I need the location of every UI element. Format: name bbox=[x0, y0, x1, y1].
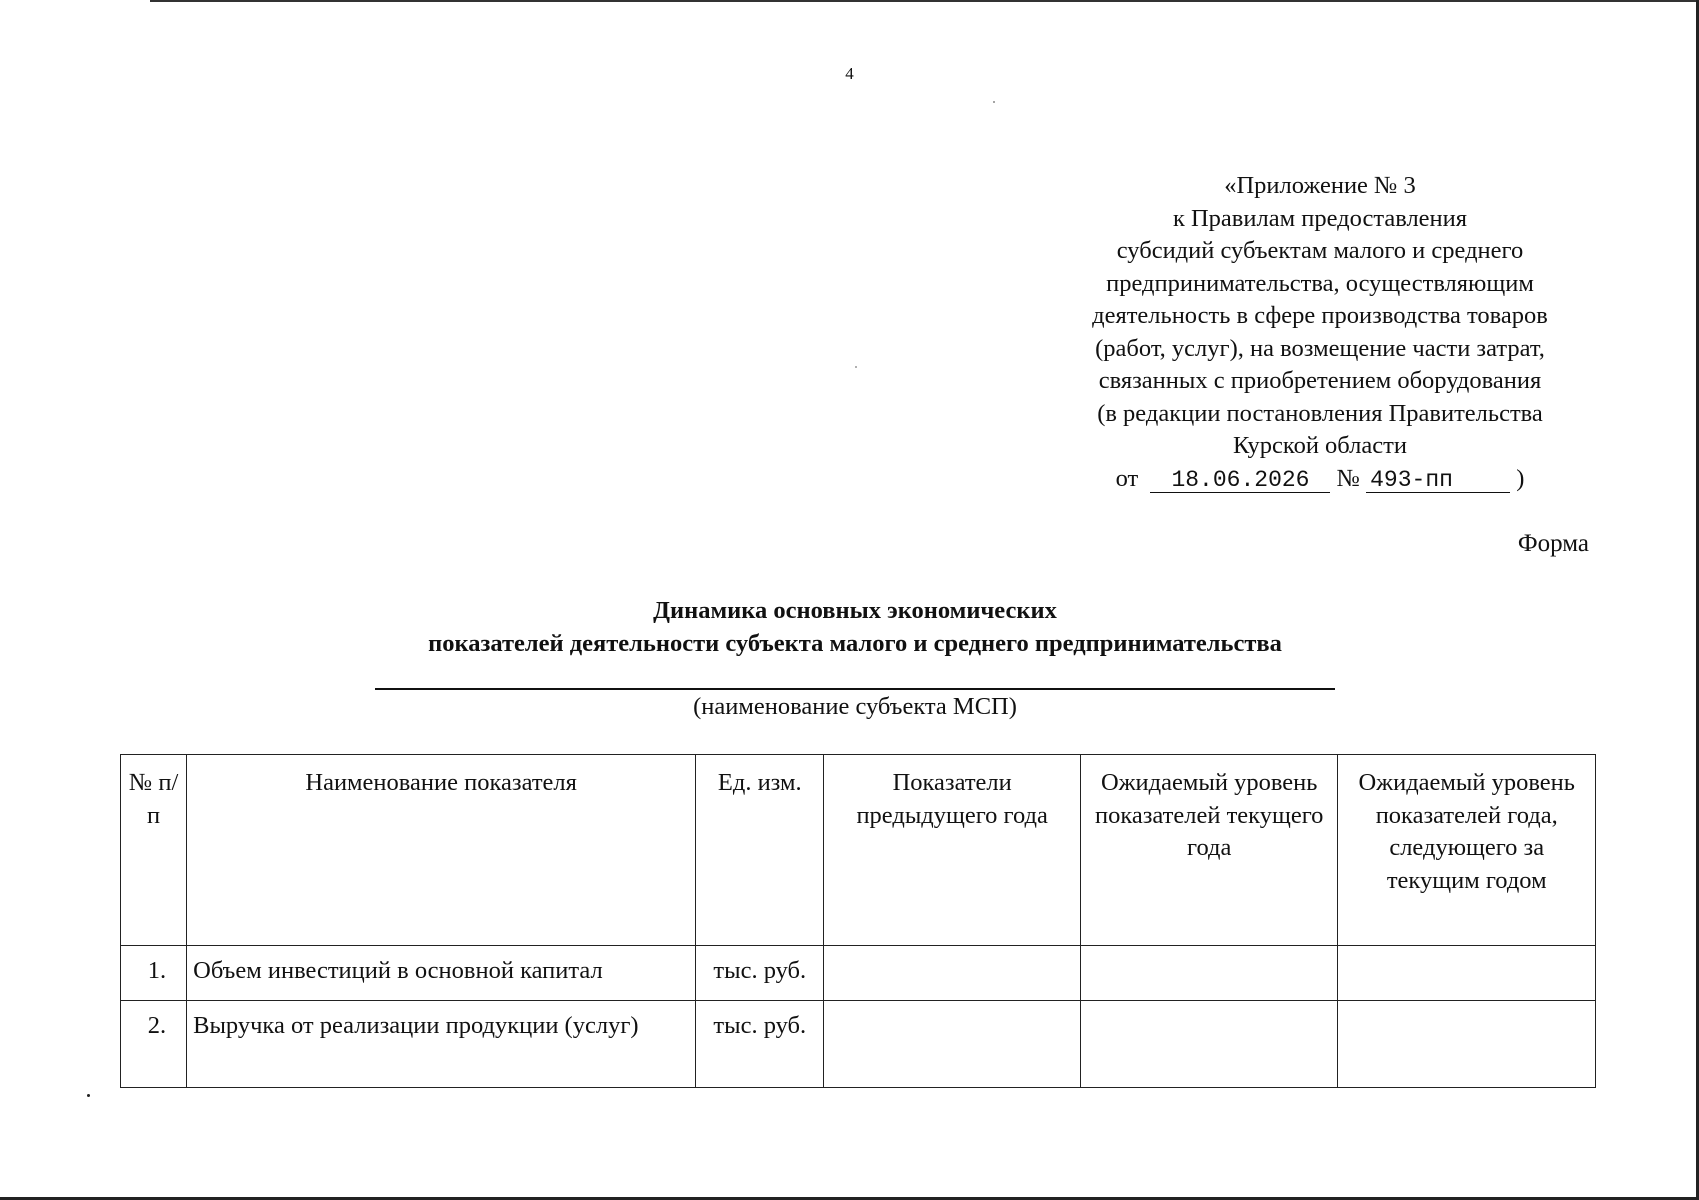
scan-speck bbox=[855, 366, 857, 368]
header-next-year: Ожидаемый уровень показателей года, следующего за текущим годом bbox=[1338, 755, 1596, 946]
row-indicator-name: Выручка от реализации продукции (услуг) bbox=[187, 1001, 696, 1088]
row-unit: тыс. руб. bbox=[696, 1001, 824, 1088]
table-row bbox=[121, 946, 1596, 1001]
row-current-year-value bbox=[1080, 946, 1338, 1001]
appendix-line: к Правилам предоставления bbox=[1172, 204, 1468, 232]
page-number: 4 bbox=[845, 64, 854, 83]
appendix-line: связанных с приобретением оборудования bbox=[1098, 367, 1542, 394]
date-prefix: от bbox=[1115, 464, 1139, 492]
appendix-line: предпринимательства, осуществляющим bbox=[1106, 269, 1534, 297]
table-row bbox=[121, 1001, 1596, 1088]
appendix-line: (работ, услуг), на возмещение части затрат, bbox=[1095, 334, 1545, 362]
scan-speck bbox=[993, 101, 995, 103]
number-sign: № bbox=[1336, 464, 1360, 492]
resolution-number-field: 493-пп bbox=[1366, 468, 1510, 493]
row-current-year-value bbox=[1080, 1001, 1338, 1088]
appendix-line: «Приложение № 3 bbox=[1224, 172, 1416, 199]
header-indicator-name: Наименование показателя bbox=[187, 755, 696, 946]
row-number: 1. bbox=[121, 946, 187, 1001]
title-line-2: показателей деятельности субъекта малого и среднего предпринимательства bbox=[428, 630, 1282, 657]
appendix-date-line bbox=[1030, 463, 1610, 496]
closing-bracket: ) bbox=[1516, 464, 1525, 492]
indicators-table bbox=[120, 754, 1596, 1088]
form-label: Форма bbox=[1517, 530, 1589, 557]
appendix-header bbox=[1030, 170, 1610, 495]
row-indicator-name: Объем инвестиций в основной капитал bbox=[187, 946, 696, 1001]
scan-speck bbox=[87, 1094, 90, 1097]
title-line-1: Динамика основных экономических bbox=[653, 597, 1057, 624]
row-previous-year-value bbox=[824, 946, 1081, 1001]
subject-name-blank-line bbox=[375, 688, 1335, 690]
table-header-row bbox=[121, 755, 1596, 946]
appendix-line: (в редакции постановления Правительства bbox=[1097, 399, 1543, 427]
header-unit: Ед. изм. bbox=[696, 755, 824, 946]
document-title bbox=[0, 594, 1699, 660]
header-previous-year: Показатели предыдущего года bbox=[824, 755, 1081, 946]
row-previous-year-value bbox=[824, 1001, 1081, 1088]
row-number: 2. bbox=[121, 1001, 187, 1088]
header-current-year: Ожидаемый уровень показателей текущего года bbox=[1080, 755, 1338, 946]
header-number: № п/п bbox=[121, 755, 187, 946]
appendix-line: субсидий субъектам малого и среднего bbox=[1116, 237, 1524, 264]
resolution-date-field: 18.06.2026 bbox=[1150, 468, 1330, 493]
row-unit: тыс. руб. bbox=[696, 946, 824, 1001]
appendix-line: Курской области bbox=[1233, 432, 1407, 459]
appendix-line: деятельность в сфере производства товаров bbox=[1092, 302, 1548, 329]
row-next-year-value bbox=[1338, 1001, 1596, 1088]
scan-border-top bbox=[150, 0, 1699, 2]
row-next-year-value bbox=[1338, 946, 1596, 1001]
subject-name-caption: (наименование субъекта МСП) bbox=[693, 693, 1017, 720]
